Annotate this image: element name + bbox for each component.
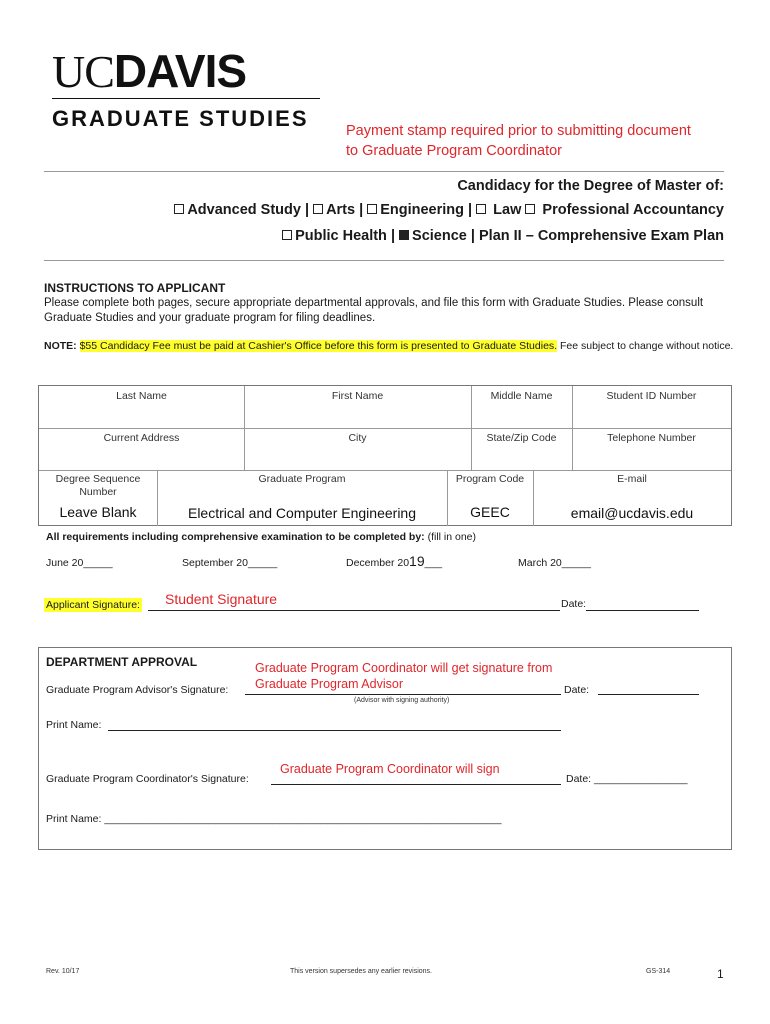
payment-note-line1: Payment stamp required prior to submitting document [346, 123, 691, 139]
degree-sequence-value[interactable]: Leave Blank [59, 504, 137, 520]
option-advanced-study: Advanced Study [187, 202, 301, 218]
signature-line [148, 610, 560, 611]
header-middle-name: Middle Name [490, 390, 553, 402]
checkbox-science-checked[interactable] [399, 230, 409, 240]
option-professional-accountancy: Professional Accountancy [542, 202, 724, 218]
print-name-2[interactable]: Print Name: ____________________________________________________________________ [46, 813, 502, 825]
header-graduate-program: Graduate Program [258, 473, 346, 485]
term-december-suffix: ___ [424, 557, 443, 569]
option-public-health: Public Health [295, 228, 387, 244]
completion-hint: (fill in one) [424, 531, 477, 543]
fee-note-rest: Fee subject to change without notice. [557, 340, 734, 352]
fee-note [44, 340, 734, 353]
advisor-signature-label: Graduate Program Advisor's Signature: [46, 684, 229, 696]
print-name-line[interactable] [108, 730, 561, 731]
header-telephone: Telephone Number [607, 432, 696, 444]
header-current-address: Current Address [103, 432, 180, 444]
note-label: NOTE: [44, 340, 77, 352]
logo-uc: UC [52, 46, 114, 97]
header-first-name: First Name [331, 390, 384, 402]
print-name-label: Print Name: [46, 719, 102, 731]
term-september[interactable]: September 20_____ [182, 557, 278, 569]
program-code-value[interactable]: GEEC [470, 504, 510, 520]
option-science: Science [412, 228, 467, 244]
department-approval-title: DEPARTMENT APPROVAL [46, 655, 198, 669]
candidacy-options-line2: Public Health | Science | Plan II – Comprehensive Exam Plan [282, 228, 724, 244]
term-june[interactable]: June 20_____ [46, 557, 113, 569]
option-arts: Arts [326, 202, 356, 218]
plan-label: Plan II – Comprehensive Exam Plan [479, 228, 724, 244]
completion-requirement [46, 531, 476, 543]
logo-graduate-studies: GRADUATE STUDIES [52, 106, 309, 131]
footer-supersedes: This version supersedes any earlier revisions. [290, 968, 433, 975]
applicant-date-line[interactable] [586, 610, 699, 611]
option-engineering: Engineering [380, 202, 464, 218]
term-december-label: December 20 [346, 557, 410, 569]
applicant-signature-value[interactable]: Student Signature [165, 591, 278, 607]
applicant-signature-label: Applicant Signature: [46, 599, 140, 611]
footer-form-code: GS-314 [646, 968, 671, 975]
coordinator-note-line1: Graduate Program Coordinator will get signature from [255, 661, 553, 675]
header-degree-sequence: Degree Sequence Number [55, 473, 141, 498]
term-march[interactable]: March 20_____ [518, 557, 591, 569]
applicant-info-table [38, 385, 732, 526]
header-last-name: Last Name [116, 390, 167, 402]
logo-davis: DAVIS [113, 45, 247, 97]
applicant-date-label: Date: [561, 598, 587, 610]
candidacy-options-line1: Advanced Study | Arts | Engineering | Law Professional Accountancy [174, 202, 724, 218]
term-december[interactable] [346, 553, 442, 569]
checkbox-law[interactable] [476, 204, 486, 214]
payment-note [346, 121, 691, 161]
option-law: Law [493, 202, 522, 218]
checkbox-arts[interactable] [313, 204, 323, 214]
instructions-body: Please complete both pages, secure appropriate departmental approvals, and file this form with Graduate Studies. Please consult Graduate Studies and your graduate program for filing deadlines. [44, 297, 704, 324]
checkbox-engineering[interactable] [367, 204, 377, 214]
page-number: 1 [717, 967, 724, 981]
checkbox-public-health[interactable] [282, 230, 292, 240]
email-value[interactable]: email@ucdavis.edu [570, 505, 694, 521]
candidacy-divider [44, 260, 724, 261]
coordinator-signature-line[interactable] [271, 784, 561, 785]
checkbox-advanced-study[interactable] [174, 204, 184, 214]
advisor-signature-line[interactable] [245, 694, 561, 695]
table-row-divider-1 [39, 428, 731, 429]
term-december-year: 19 [409, 553, 425, 569]
table-row-divider-2 [39, 470, 731, 471]
advisor-subtext: (Advisor with signing authority) [354, 697, 450, 704]
coordinator-signature-label: Graduate Program Coordinator's Signature: [46, 773, 249, 785]
graduate-program-value[interactable]: Electrical and Computer Engineering [187, 505, 416, 521]
header-email: E-mail [617, 473, 647, 485]
checkbox-professional-accountancy[interactable] [525, 204, 535, 214]
header-city: City [348, 432, 367, 444]
completion-label: All requirements including comprehensive examination to be completed by: [46, 531, 425, 543]
advisor-date-label: Date: [564, 684, 590, 696]
top-divider [44, 171, 724, 172]
footer-rev: Rev. 10/17 [46, 968, 80, 975]
coordinator-date[interactable]: Date: ________________ [566, 773, 688, 785]
header-state-zip: State/Zip Code [486, 432, 557, 444]
coordinator-signature-value[interactable]: Graduate Program Coordinator will sign [280, 762, 500, 776]
header-student-id: Student ID Number [606, 390, 697, 402]
header-program-code: Program Code [455, 473, 525, 485]
fee-highlight: $55 Candidacy Fee must be paid at Cashier's Office before this form is presented to Graduate Studies. [79, 340, 558, 352]
advisor-signature-value[interactable]: Graduate Program Advisor [255, 677, 403, 691]
candidacy-title: Candidacy for the Degree of Master of: [457, 178, 724, 194]
logo-divider [52, 98, 320, 99]
ucdavis-logo [52, 45, 247, 97]
advisor-date-line[interactable] [598, 694, 699, 695]
instructions-title: INSTRUCTIONS TO APPLICANT [44, 281, 226, 295]
payment-note-line2: to Graduate Program Coordinator [346, 143, 562, 159]
